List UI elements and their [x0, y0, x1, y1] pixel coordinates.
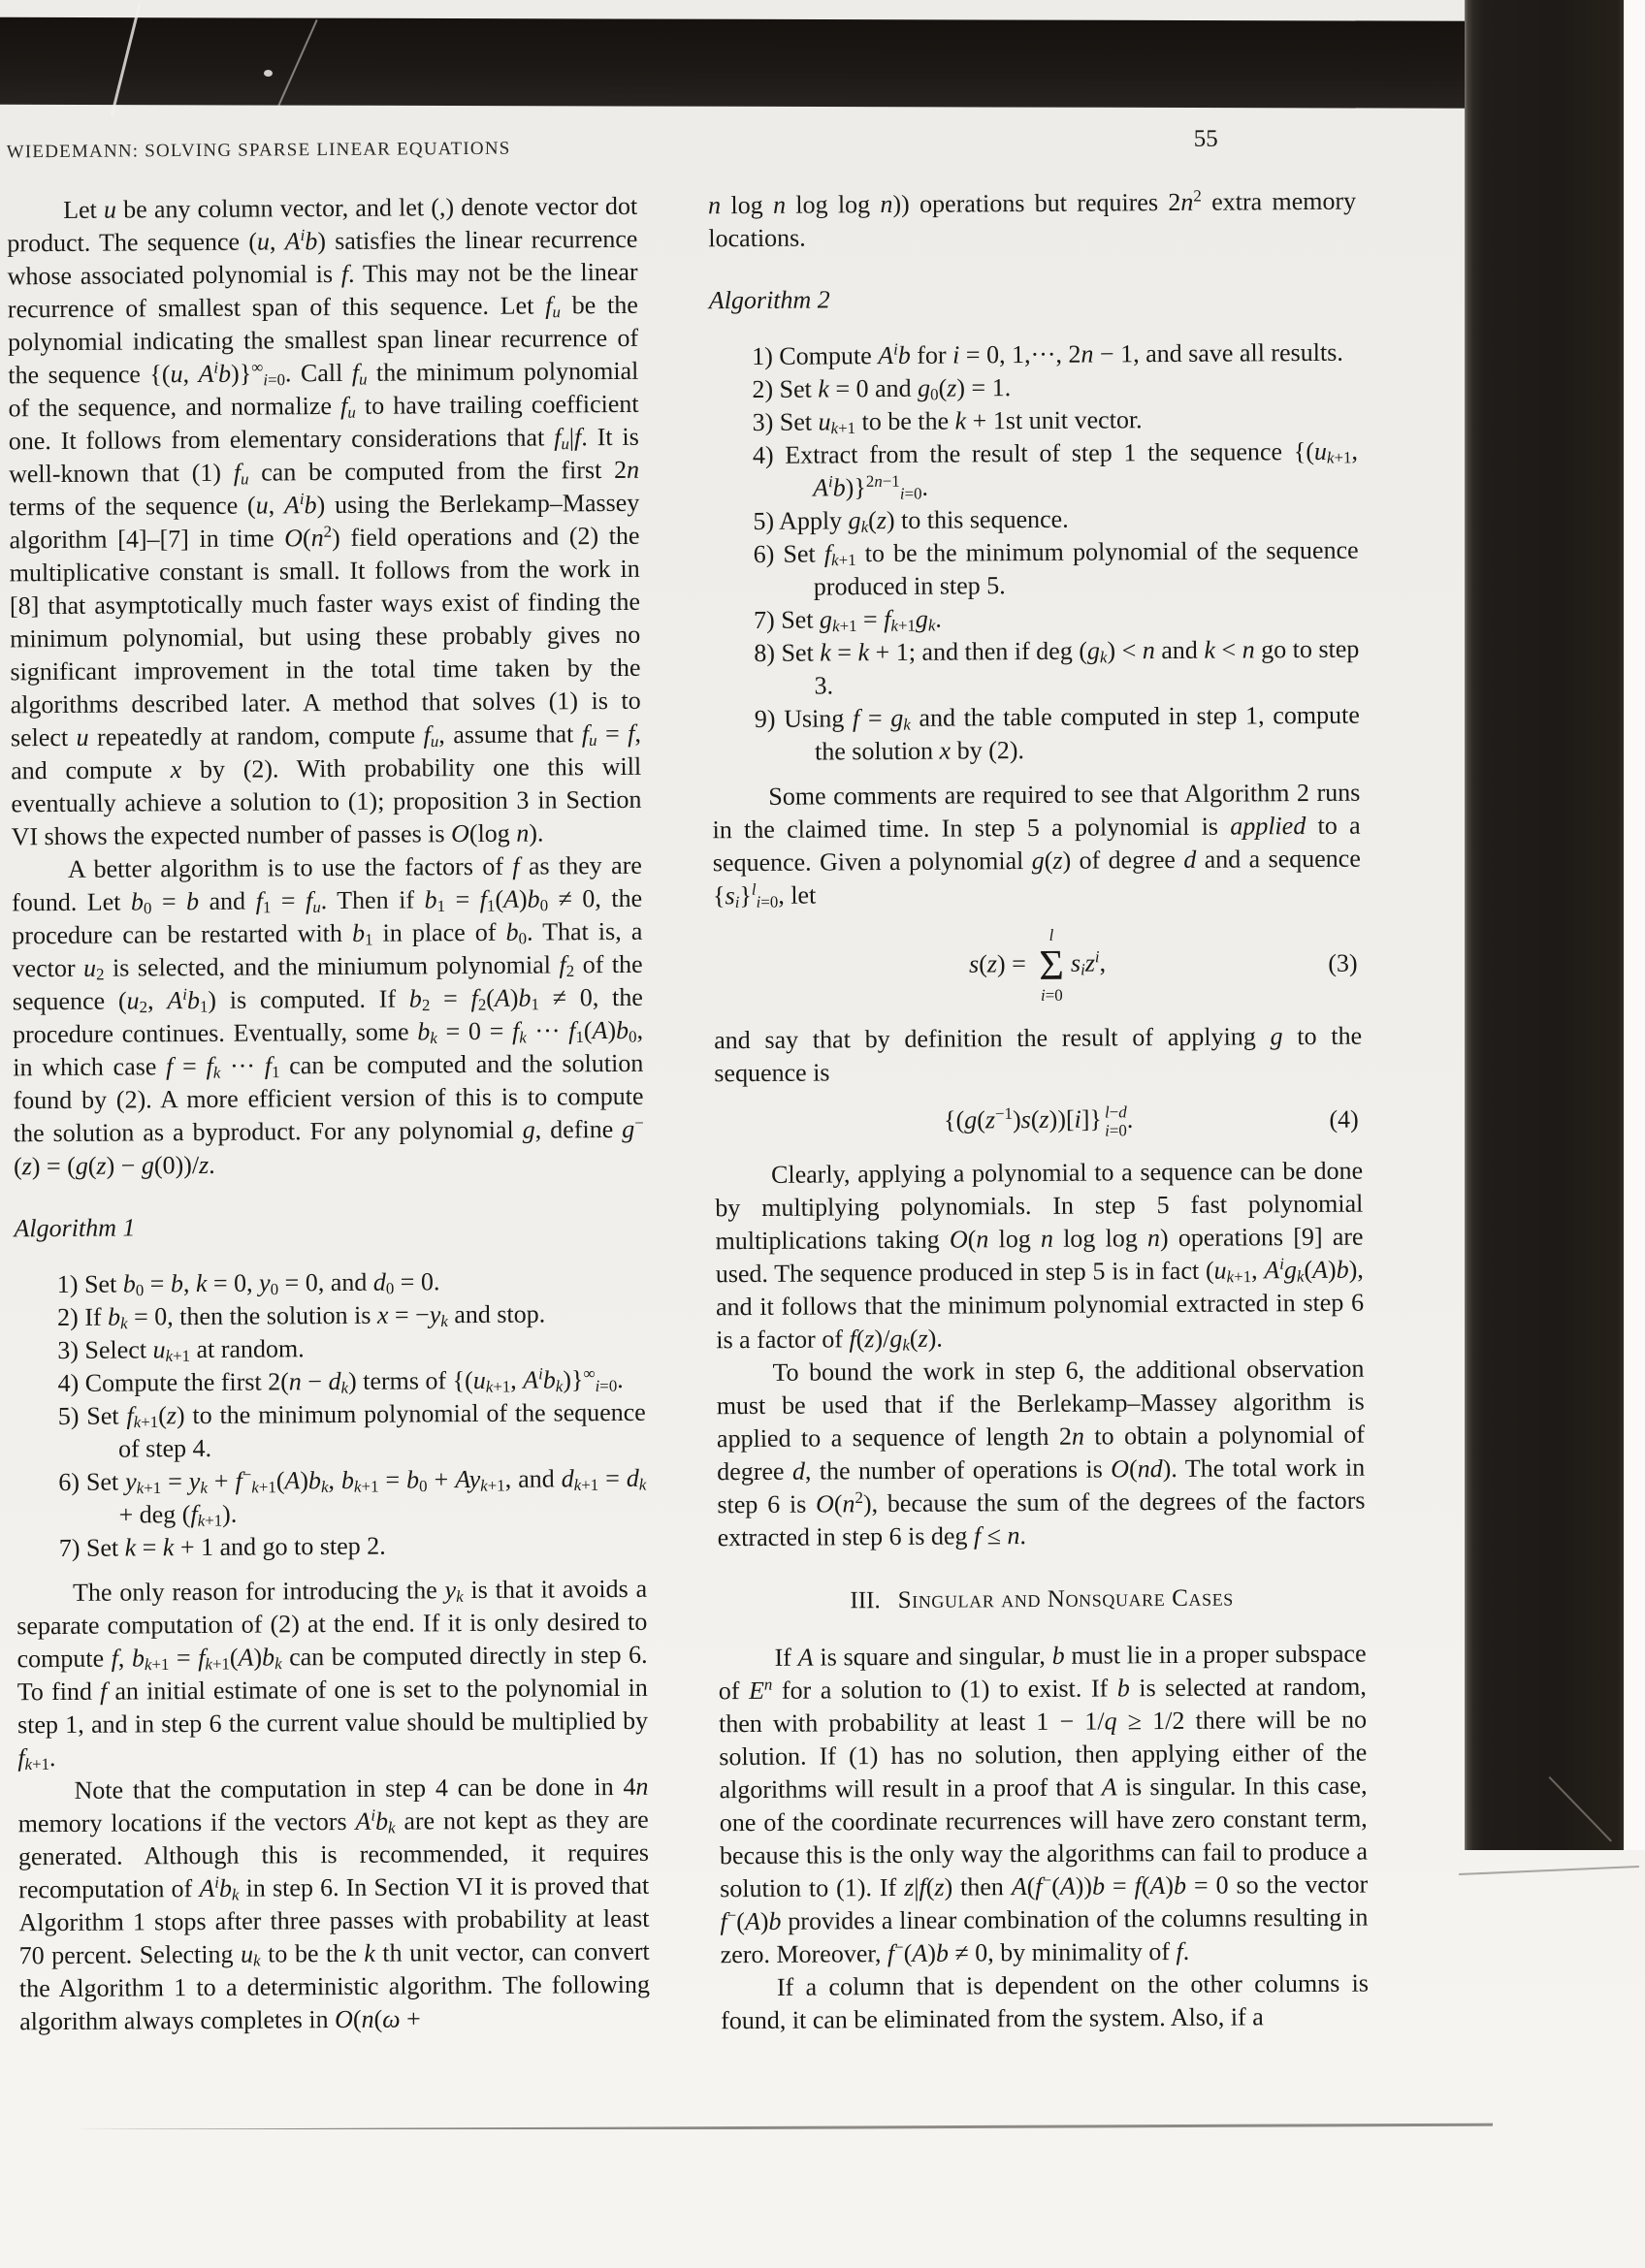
algorithm-2-step-6: 6) Set $f_{k+1}$ to be the minimum polynomial of the sequence produced in step 5.: [753, 535, 1359, 601]
equation-4-expression: $\{(g(z^{-1})s(z))[i]\}$: [943, 1103, 1103, 1134]
equation-3-lhs: s(z) =: [968, 949, 1033, 978]
equation-3-term: $s_iz^i$,: [1070, 947, 1107, 979]
right-paragraph-singular: If A is square and singular, b must lie in a proper subspace of $E^n$ for a solution to (1) to exist. If b is selected at random, then with probability at least 1 − 1/q ≥ 1/2 there will be no solution. If (1) has no solution, then applying either of the algorithms will result in a proof that A is singular. In this case, one of the coordinate recurrences will have zero constant term, because this is the only way the algorithms can fail to produce a solution to (1). If z|f(z) then A(f−(A))b = f(A)b = 0 so the vector f−(A)b provides a linear combination of the columns resulting in zero. Moreover, f−(A)b ≠ 0, by minimality of f.: [718, 1639, 1369, 1968]
algorithm-2-step-5: 5) Apply $g_k(z)$ to this sequence.: [753, 504, 1069, 536]
algorithm-2-step-4: 4) Extract from the result of step 1 the sequence {($u_{k+1}$, $A^ib)\}^{2n-1}_{i=0}$.: [752, 436, 1359, 503]
summation-lower-limit: i=0: [1040, 985, 1063, 1006]
equation-4-limits: [1105, 1102, 1127, 1140]
summation-symbol: [1039, 926, 1064, 1006]
algorithm-2-step-8: 8) Set k = k + 1; and then if deg $(g_k) < n$ and k < n go to step 3.: [754, 634, 1360, 700]
right-paragraph-column: If a column that is dependent on the other columns is found, it can be eliminated from the system. Also, if a: [721, 1968, 1370, 2034]
algorithm-2-heading: Algorithm 2: [708, 285, 830, 315]
right-paragraph-comments: Some comments are required to see that Algorithm 2 runs in the claimed time. In step 5 a polynomial is applied to a sequence. Given a polynomial g(z) of degree d and a sequence $\{s_i\}^l_{i=0}$, let: [712, 778, 1361, 911]
sigma-glyph: Σ: [1039, 942, 1065, 990]
equation-4-body: [944, 1102, 1133, 1141]
equation-4: [715, 1101, 1363, 1143]
algorithm-2-step-2: 2) Set k = 0 and $g_0(z) = 1$.: [752, 373, 1012, 404]
equation-4-number: (4): [1329, 1104, 1359, 1134]
running-head: WIEDEMANN: SOLVING SPARSE LINEAR EQUATIONS: [6, 138, 511, 163]
algorithm-2-step-3: 3) Set $u_{k+1}$ to be the k + 1st unit vector.: [752, 405, 1143, 438]
algorithm-1-step-2: 2) If $b_k = 0$, then the solution is $x = -y_k$ and stop.: [57, 1299, 546, 1333]
algorithm-1-heading: Algorithm 1: [14, 1213, 136, 1243]
equation-3-number: (3): [1328, 948, 1358, 978]
equation-4-upper-limit: l−d: [1104, 1102, 1127, 1122]
equation-3: [713, 924, 1362, 1008]
algorithm-1-step-3: 3) Select $u_{k+1}$ at random.: [57, 1334, 305, 1365]
algorithm-2-step-7: 7) Set $g_{k+1} = f_{k+1}g_k$.: [754, 604, 942, 636]
section-3-heading: [718, 1581, 1366, 1618]
algorithm-2-step-9: 9) Using $f = g_k$ and the table computed in step 1, compute the solution x by (2).: [754, 700, 1360, 766]
algorithm-1-step-7: 7) Set k = k + 1 and go to step 2.: [58, 1531, 386, 1563]
page-number: 55: [1193, 125, 1218, 152]
section-3-number: III.: [850, 1586, 881, 1613]
left-paragraph-4: Note that the computation in step 4 can be done in 4n memory locations if the vectors $A^ib_k$ are not kept as they are generated. Although this is recommended, it requires recomputation of $A^ib_k$ in step 6. In Section VI it is proved that Algorithm 1 stops after three passes with probability at least 70 percent. Selecting $u_k$ to be the k th unit vector, can convert the Algorithm 1 to a deterministic algorithm. The following algorithm always completes in O(n(ω +: [17, 1772, 651, 2036]
section-3-title: Singular and Nonsquare Cases: [897, 1584, 1234, 1613]
right-paragraph-clearly: Clearly, applying a polynomial to a sequence can be done by multiplying polynomials. In step 5 fast polynomial multiplications taking O(n log n log log n) operations [9] are used. The sequence produced in step 5 is in fact ($u_{k+1}$, $A^ig_k(A)b$), and it follows that the minimum polynomial extracted in step 6 is a factor of $f(z)/g_k(z)$.: [715, 1156, 1365, 1355]
equation-4-period: .: [1126, 1104, 1134, 1134]
left-paragraph-2: A better algorithm is to use the factors of f as they are found. Let $b_0 = b$ and $f_1 = f_u$. Then if $b_1 = f_1(A)b_0 \ne 0$, the procedure can be restarted with $b_1$ in place of $b_0$. That is, a vector $u_2$ is selected, and the miniumum polynomial $f_2$ of the sequence ($u_2$, $A^ib_1$) is computed. If $b_2 = f_2(A)b_1 \ne 0$, the procedure continues. Eventually, some $b_k = 0 = f_k$ ··· $f_1(A)b_0$, in which case $f = f_k$ ··· $f_1$ can be computed and the solution found by (2). A more efficient version of this is to compute the solution as a byproduct. For any polynomial g, define g−(z) = (g(z) − g(0))/z.: [12, 850, 644, 1181]
summation-upper-limit: l: [1048, 925, 1054, 944]
algorithm-2-step-1: 1) Compute $A^ib$ for i = 0, 1,···, 2n − 1, and save all results.: [752, 337, 1343, 370]
right-paragraph-continuation: n log n log log n)) operations but requires $2n^2$ extra memory locations.: [708, 186, 1357, 253]
equation-3-body: [969, 925, 1107, 1006]
equation-4-lower-limit: i=0: [1104, 1121, 1127, 1140]
algorithm-1-step-6: 6) Set $y_{k+1} = y_k + f^-_{k+1}(A)b_k$, $b_{k+1} = b_0 + Ay_{k+1}$, and $d_{k+1} = d_k$ + deg $(f_{k+1})$.: [58, 1463, 647, 1530]
right-column: [708, 185, 1369, 2037]
algorithm-1-step-5: 5) Set $f_{k+1}(z)$ to the minimum polynomial of the sequence of step 4.: [57, 1397, 646, 1463]
algorithm-1-step-1: 1) Set $b_0 = b$, k = 0, $y_0 = 0$, and $d_0 = 0$.: [56, 1267, 440, 1300]
left-column: [7, 190, 650, 2038]
right-paragraph-bound: To bound the work in step 6, the additional observation must be used that if the Berlekamp–Massey algorithm is applied to a sequence of length 2n to obtain a polynomial of degree d, the number of operations is O(nd). The total work in step 6 is $O(n^2)$, because the sum of the degrees of the factors extracted in step 6 is deg f ≤ n.: [716, 1354, 1366, 1551]
left-paragraph-1: Let u be any column vector, and let (,) denote vector dot product. The sequence (u, $A^ib$) satisfies the linear recurrence whose associated polynomial is f. This may not be the linear recurrence of smallest span of this sequence. Let $f_u$ be the polynomial indicating the smallest span linear recurrence of the sequence {(u, $A^ib)\}^\infty_{i=0}$. Call $f_u$ the minimum polynomial of the sequence, and normalize $f_u$ to have trailing coefficient one. It follows from elementary considerations that $f_u|f$. It is well-known that (1) $f_u$ can be computed from the first 2n terms of the sequence (u, $A^ib$) using the Berlekamp–Massey algorithm [4]–[7] in time $O(n^2)$ field operations and (2) the multiplicative constant is small. It follows from the work in [8] that asymptotically much faster ways exist of finding the minimum polynomial, but using these probably gives no significant improvement in the total time taken by the algorithms described later. A method that solves (1) is to select u repeatedly at random, compute $f_u$, assume that $f_u = f$, and compute x by (2). With probability one this will eventually achieve a solution to (1); proposition 3 in Section VI shows the expected number of passes is O(log n).: [7, 191, 642, 851]
right-paragraph-definition: and say that by definition the result of applying g to the sequence is: [714, 1021, 1363, 1087]
algorithm-1-step-4: 4) Compute the first $2(n - d_k)$ terms of {($u_{k+1}$, $A^ib_k)\}^\infty_{i=0}$.: [57, 1363, 624, 1398]
left-paragraph-3: The only reason for introducing the $y_k$ is that it avoids a separate computation of (2) at the end. If it is only desired to compute f, $b_{k+1} = f_{k+1}(A)b_k$ can be computed directly in step 6. To find f an initial estimate of one is set to the polynomial in step 1, and in step 6 the current value should be multiplied by $f_{k+1}$.: [16, 1574, 649, 1773]
